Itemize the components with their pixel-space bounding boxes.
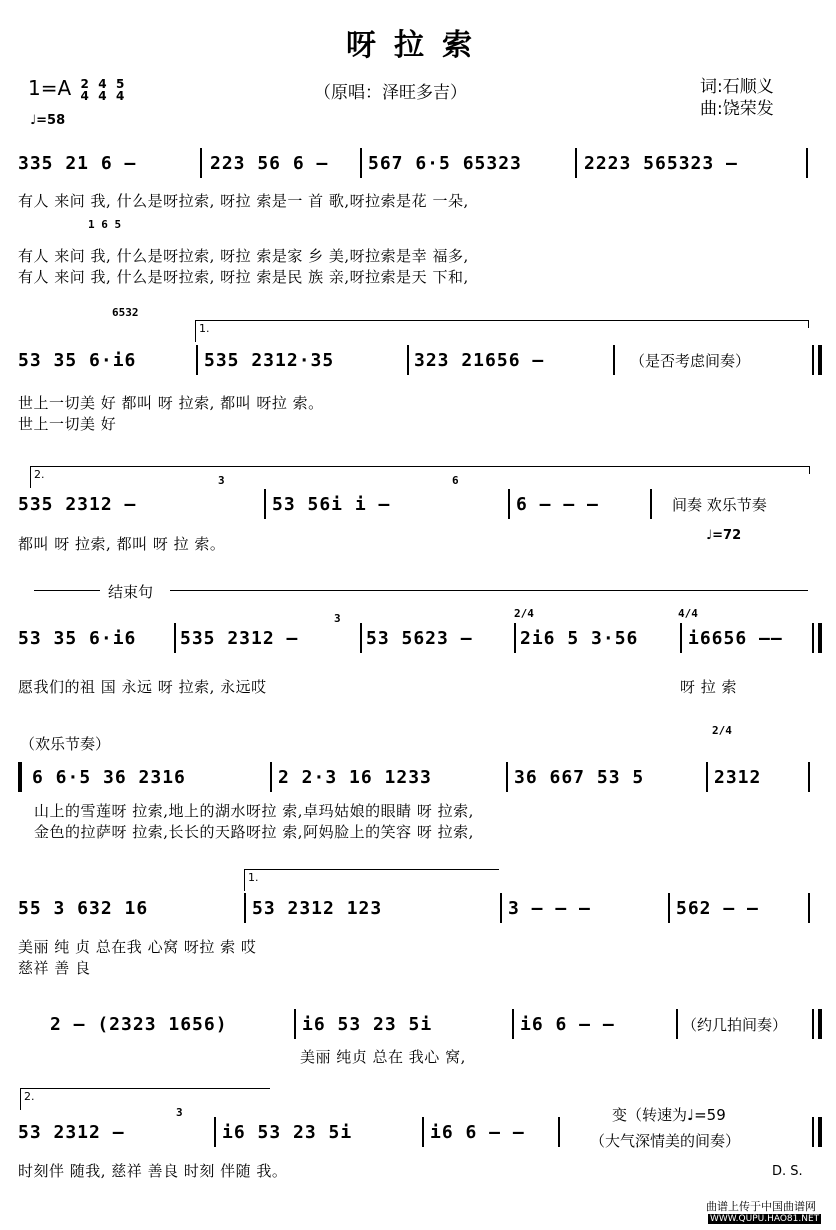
barline — [244, 893, 246, 923]
measure: i6656 –– — [688, 628, 783, 649]
interlude-note: （大气深情美的间奏） — [590, 1132, 741, 1150]
lyrics-verse-3: 有人 来问 我, 什么是呀拉索, 呀拉 索是民 族 亲,呀拉索是天 下和, — [18, 268, 469, 286]
measure: 53 2312 123 — [252, 898, 383, 919]
grace-notes: 6532 — [112, 306, 139, 319]
measure: 2i6 5 3·56 — [520, 628, 639, 649]
measure: 535 2312 – — [180, 628, 299, 649]
barline — [706, 762, 708, 792]
measure: 223 56 6 – — [210, 153, 329, 174]
volta-bracket — [20, 1088, 270, 1089]
tempo-marking: ♩=58 — [30, 113, 66, 128]
time-signature-2-4: 2/4 — [514, 607, 534, 620]
final-barline-thick — [818, 623, 822, 653]
repeat-barline-thick — [818, 345, 822, 375]
barline — [174, 623, 176, 653]
barline — [650, 489, 652, 519]
measure: 535 2312 – — [18, 494, 137, 515]
barline — [575, 148, 577, 178]
barline — [360, 623, 362, 653]
repeat-barline — [812, 1009, 814, 1039]
barline — [270, 762, 272, 792]
time-signature-2-4: 2 4 — [80, 76, 89, 103]
tempo-change-note: 变（转速为♩=59 — [612, 1106, 726, 1124]
ossia-notes: 1 6 5 — [88, 218, 122, 231]
triplet-mark: 3 — [176, 1106, 183, 1119]
key-signature — [28, 76, 124, 102]
volta-start — [244, 869, 245, 891]
lyrics: 呀 拉 索 — [680, 678, 738, 696]
volta-end — [808, 320, 809, 328]
triplet-mark: 6 — [452, 474, 459, 487]
time-signature-4-4: 4/4 — [678, 607, 698, 620]
time-signature-2-4: 2/4 — [712, 724, 732, 737]
measure: 2 – (2323 1656) — [50, 1014, 228, 1035]
lyrics: 美丽 纯贞 总在 我心 窝, — [300, 1048, 466, 1066]
coda-line — [170, 590, 808, 591]
composer: 曲:饶荣发 — [700, 99, 774, 119]
barline — [196, 345, 198, 375]
barline — [214, 1117, 216, 1147]
measure: 2312 — [714, 767, 762, 788]
time-signature-4-4: 4 4 — [98, 76, 107, 103]
volta-start — [30, 466, 31, 488]
tempo-marking: ♩=72 — [706, 528, 742, 543]
coda-line — [34, 590, 100, 591]
volta-start — [195, 320, 196, 342]
measure: 2223 565323 – — [584, 153, 738, 174]
barline — [200, 148, 202, 178]
measure: 535 2312·35 — [204, 350, 335, 371]
original-singer: （原唱：泽旺多吉） — [314, 83, 467, 103]
measure: i6 53 23 5i — [222, 1122, 353, 1143]
lyrics-verse-2: 金色的拉萨呀 拉索,长长的天路呀拉 索,阿妈脸上的笑容 呀 拉索, — [34, 823, 474, 841]
measure: 53 35 6·i6 — [18, 350, 137, 371]
barline — [264, 489, 266, 519]
lyrics-verse-1: 有人 来问 我, 什么是呀拉索, 呀拉 索是一 首 歌,呀拉索是花 一朵, — [18, 192, 469, 210]
section-label: （欢乐节奏） — [20, 735, 111, 753]
measure: 6 6·5 36 2316 — [32, 767, 186, 788]
barline — [422, 1117, 424, 1147]
lyrics: 愿我们的祖 国 永远 呀 拉索, 永远哎 — [18, 678, 267, 696]
triplet-mark: 3 — [334, 612, 341, 625]
barline — [676, 1009, 678, 1039]
volta-label: 1. — [199, 322, 210, 335]
lyrics-verse-2: 慈祥 善 良 — [18, 959, 91, 977]
volta-label: 2. — [24, 1090, 35, 1103]
measure: 55 3 632 16 — [18, 898, 149, 919]
barline — [514, 623, 516, 653]
measure: 323 21656 – — [414, 350, 545, 371]
lyrics: 时刻伴 随我, 慈祥 善良 时刻 伴随 我。 — [18, 1162, 288, 1180]
measure: 36 667 53 5 — [514, 767, 645, 788]
volta-end — [809, 466, 810, 474]
measure: 562 – – — [676, 898, 759, 919]
triplet-mark: 3 — [218, 474, 225, 487]
barline — [806, 148, 808, 178]
lyrics-verse-2: 有人 来问 我, 什么是呀拉索, 呀拉 索是家 乡 美,呀拉索是幸 福多, — [18, 247, 469, 265]
repeat-barline-thick — [818, 1117, 822, 1147]
measure: 567 6·5 65323 — [368, 153, 522, 174]
final-barline — [812, 623, 814, 653]
site-credit: 曲谱上传于中国曲谱网 — [706, 1200, 816, 1213]
lyrics-verse-1: 世上一切美 好 都叫 呀 拉索, 都叫 呀拉 索。 — [18, 394, 324, 412]
barline — [407, 345, 409, 375]
barline — [808, 762, 810, 792]
barline — [680, 623, 682, 653]
key-label: 1=A — [28, 76, 72, 100]
volta-bracket — [195, 320, 809, 321]
barline — [808, 893, 810, 923]
interlude-note: 间奏 欢乐节奏 — [672, 496, 767, 514]
site-url: WWW.QUPU.HAO81.NET — [710, 1214, 820, 1224]
measure: 53 2312 – — [18, 1122, 125, 1143]
measure: 3 – – – — [508, 898, 591, 919]
volta-label: 2. — [34, 468, 45, 481]
repeat-barline-thick — [818, 1009, 822, 1039]
measure: 6 – – – — [516, 494, 599, 515]
measure: 53 35 6·i6 — [18, 628, 137, 649]
repeat-start-barline — [18, 762, 22, 792]
lyrics-verse-2: 世上一切美 好 — [18, 415, 117, 433]
dal-segno: D. S. — [772, 1164, 803, 1179]
repeat-barline — [812, 345, 814, 375]
song-title: 呀拉索 — [346, 28, 490, 63]
measure: i6 6 – – — [520, 1014, 615, 1035]
barline — [558, 1117, 560, 1147]
volta-label: 1. — [248, 871, 259, 884]
volta-bracket — [244, 869, 499, 870]
measure: 335 21 6 – — [18, 153, 137, 174]
barline — [613, 345, 615, 375]
barline — [506, 762, 508, 792]
barline — [508, 489, 510, 519]
barline — [500, 893, 502, 923]
measure: 53 56i i – — [272, 494, 391, 515]
ending-label: 结束句 — [108, 583, 154, 601]
lyrics-verse-1: 美丽 纯 贞 总在我 心窝 呀拉 索 哎 — [18, 938, 257, 956]
measure: i6 6 – – — [430, 1122, 525, 1143]
volta-bracket — [30, 466, 810, 467]
volta-start — [20, 1088, 21, 1110]
lyricist: 词:石顺义 — [700, 77, 774, 97]
measure: i6 53 23 5i — [302, 1014, 433, 1035]
barline — [360, 148, 362, 178]
barline — [294, 1009, 296, 1039]
barline — [668, 893, 670, 923]
repeat-barline — [812, 1117, 814, 1147]
measure: 53 5623 – — [366, 628, 473, 649]
interlude-note: （约几拍间奏） — [682, 1016, 788, 1034]
interlude-note: （是否考虑间奏） — [630, 352, 751, 370]
lyrics-verse-1: 山上的雪莲呀 拉索,地上的湖水呀拉 索,卓玛姑娘的眼睛 呀 拉索, — [34, 802, 474, 820]
measure: 2 2·3 16 1233 — [278, 767, 432, 788]
lyrics: 都叫 呀 拉索, 都叫 呀 拉 索。 — [18, 535, 226, 553]
barline — [512, 1009, 514, 1039]
time-signature-5-4: 5 4 — [115, 76, 125, 103]
